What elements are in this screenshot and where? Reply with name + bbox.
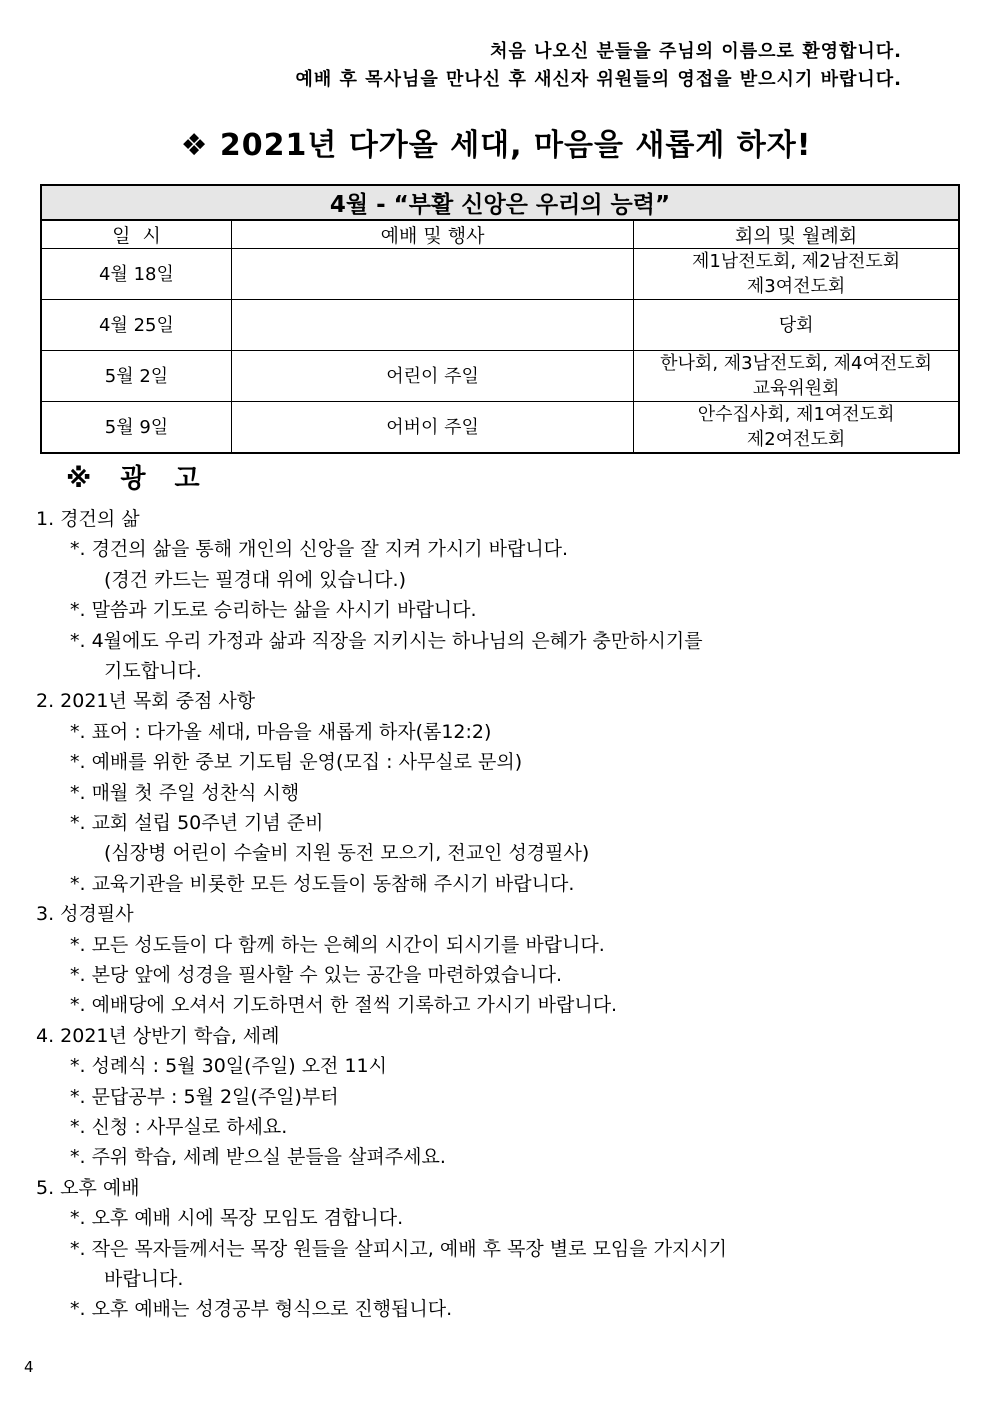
row-date: 4월 18일 [41,249,231,300]
header-meeting: 회의 및 월례회 [634,220,959,249]
notice-item: *. 교회 설립 50주년 기념 준비 [70,812,324,835]
notice-item-continuation: 기도합니다. [104,660,202,683]
year-motto: ❖ 2021년 다가올 세대, 마음을 새롭게 하자! [180,128,812,163]
notice-item: *. 교육기관을 비롯한 모든 성도들이 동참해 주시기 바랍니다. [70,872,575,895]
notice-item: *. 4월에도 우리 가정과 삶과 직장을 지키시는 하나님의 은혜가 충만하시기를 [70,629,703,652]
table-row [41,351,959,402]
notice-item: *. 오후 예배 시에 목장 모임도 겸합니다. [70,1207,404,1230]
notice-item: *. 성례식 : 5월 30일(주일) 오전 11시 [70,1055,387,1078]
notice-item: *. 매월 첫 주일 성찬식 시행 [70,781,300,804]
header-date: 일 시 [41,220,231,249]
notice-item: *. 예배당에 오셔서 기도하면서 한 절씩 기록하고 가시기 바랍니다. [70,994,618,1017]
notice-item: *. 본당 앞에 성경을 필사할 수 있는 공간을 마련하였습니다. [70,964,563,987]
notice-item: *. 모든 성도들이 다 함께 하는 은혜의 시간이 되시기를 바랍니다. [70,933,605,956]
meeting-line: 교육위원회 [752,378,840,399]
meeting-line: 제2여전도회 [746,429,846,450]
notice-section [36,1173,936,1325]
meeting-line: 안수집사회, 제1여전도회 [697,404,895,425]
notice-item: *. 경건의 삶을 통해 개인의 신앙을 잘 지켜 가시기 바랍니다. [70,538,569,561]
ads-heading: ※ 광 고 [66,464,210,494]
notice-section [36,1021,936,1173]
notice-section [36,504,936,686]
notice-item: *. 주위 학습, 세례 받으실 분들을 살펴주세요. [70,1146,446,1169]
notice-item: *. 예배를 위한 중보 기도팀 운영(모집 : 사무실로 문의) [70,751,523,774]
row-date: 4월 25일 [41,300,231,351]
notice-item: *. 표어 : 다가올 세대, 마음을 새롭게 하자(롬12:2) [70,720,492,743]
meeting-line: 한나회, 제3남전도회, 제4여전도회 [660,353,932,374]
row-meeting [634,300,959,351]
schedule-title: 4월 - “부활 신앙은 우리의 능력” [41,185,959,220]
notice-section-title: 1. 경건의 삶 [36,508,140,530]
row-meeting [634,351,959,402]
meeting-line: 제3여전도회 [746,276,846,297]
notice-item: *. 오후 예배는 성경공부 형식으로 진행됩니다. [70,1298,453,1321]
notice-item: *. 신청 : 사무실로 하세요. [70,1116,288,1139]
header-event: 예배 및 행사 [231,220,633,249]
table-row [41,300,959,351]
notice-item: *. 문답공부 : 5월 2일(주일)부터 [70,1085,339,1108]
row-date: 5월 2일 [41,351,231,402]
notice-section [36,899,936,1021]
notice-item-continuation: (심장병 어린이 수술비 지원 동전 모으기, 전교인 성경필사) [104,842,590,865]
table-row [41,249,959,300]
welcome-line-1: 처음 나오신 분들을 주님의 이름으로 환영합니다. [490,41,902,62]
notice-section [36,686,936,899]
notice-section-title: 5. 오후 예배 [36,1176,140,1199]
notice-section-title: 2. 2021년 목회 중점 사항 [36,690,256,713]
meeting-line: 당회 [778,314,814,336]
welcome-message [296,38,903,94]
page-number: 4 [24,1358,34,1376]
row-meeting [634,249,959,300]
notice-item-continuation: 바랍니다. [104,1268,184,1291]
table-row [41,402,959,454]
notice-section-title: 3. 성경필사 [36,903,134,926]
notice-list [36,504,936,1325]
row-date: 5월 9일 [41,402,231,454]
notice-item: *. 말씀과 기도로 승리하는 삶을 사시기 바랍니다. [70,599,477,622]
notice-item: *. 작은 목자들께서는 목장 원들을 살피시고, 예배 후 목장 별로 모임을 가지시기 [70,1237,727,1260]
row-event: 어린이 주일 [231,351,633,402]
row-event [231,300,633,351]
row-meeting [634,402,959,454]
schedule-table [40,184,960,454]
welcome-line-2: 예배 후 목사님을 만나신 후 새신자 위원들의 영접을 받으시기 바랍니다. [295,69,902,90]
meeting-line: 제1남전도회, 제2남전도회 [691,251,901,272]
row-event [231,249,633,300]
notice-item-continuation: (경건 카드는 필경대 위에 있습니다.) [104,568,406,591]
row-event: 어버이 주일 [231,402,633,454]
notice-section-title: 4. 2021년 상반기 학습, 세례 [36,1024,280,1047]
